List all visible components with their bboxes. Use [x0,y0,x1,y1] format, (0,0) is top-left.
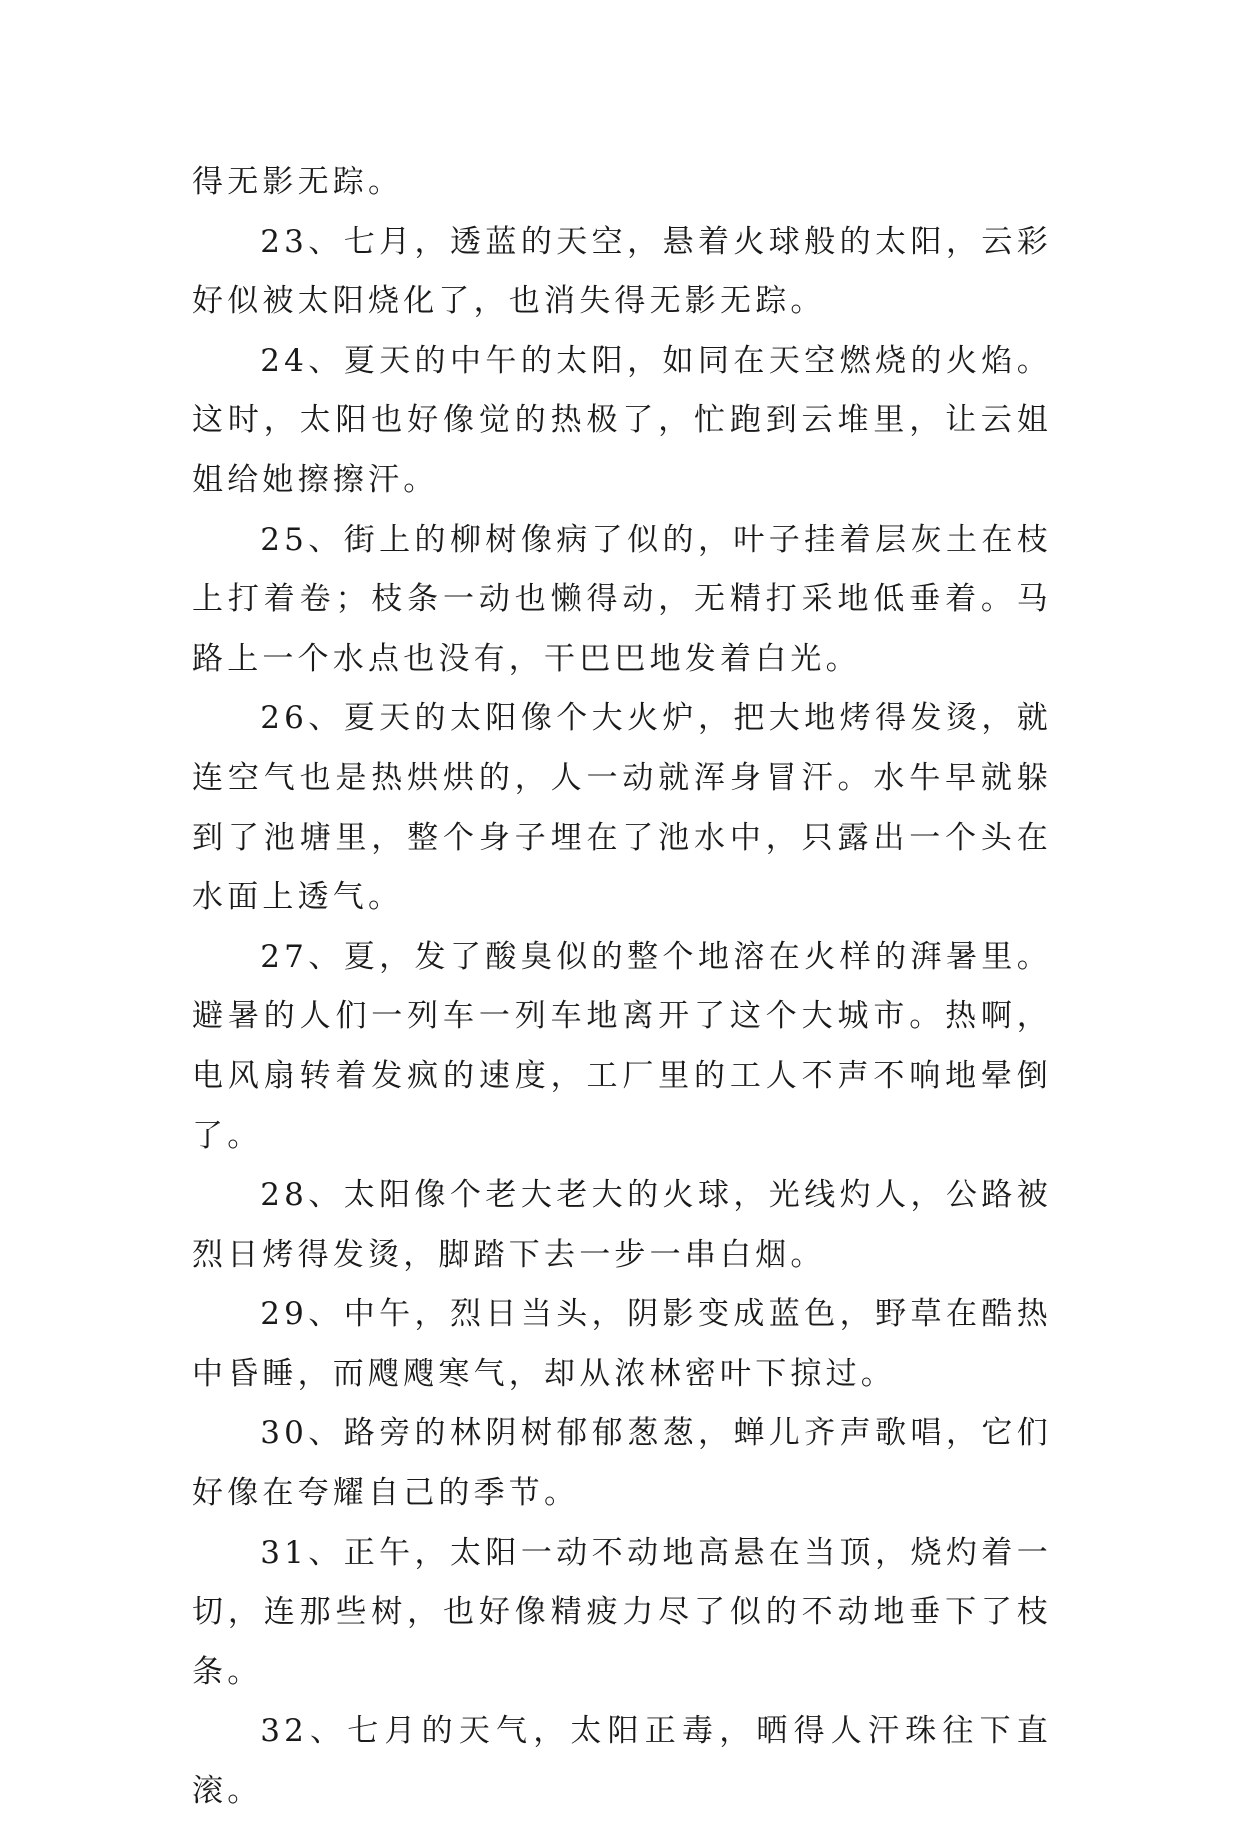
paragraph-25: 25、街上的柳树像病了似的，叶子挂着层灰土在枝上打着卷；枝条一动也懒得动，无精打采地低垂着。马路上一个水点也没有，干巴巴地发着白光。 [192,521,1052,677]
paragraph-29: 29、中午，烈日当头，阴影变成蓝色，野草在酷热中昏睡，而飕飕寒气，却从浓林密叶下掠过。 [192,1296,1052,1392]
paragraph-30: 30、路旁的林阴树郁郁葱葱，蝉儿齐声歌唱，它们好像在夸耀自己的季节。 [192,1415,1052,1512]
paragraph-31: 31、正午，太阳一动不动地高悬在当顶，烧灼着一切，连那些树，也好像精疲力尽了似的不动地垂下了枝条。 [192,1534,1052,1690]
paragraph-28: 28、太阳像个老大老大的火球，光线灼人，公路被烈日烤得发烫，脚踏下去一步一串白烟。 [192,1177,1052,1273]
paragraph-continuation: 得无影无踪。 [192,164,404,200]
paragraph-24: 24、夏天的中午的太阳，如同在天空燃烧的火焰。这时，太阳也好像觉的热极了，忙跑到云堆里，让云姐姐给她擦擦汗。 [192,342,1052,498]
paragraph-26: 26、夏天的太阳像个大火炉，把大地烤得发烫，就连空气也是热烘烘的，人一动就浑身冒汗。水牛早就躲到了池塘里，整个身子埋在了池水中，只露出一个头在水面上透气。 [192,700,1052,916]
document-body [192,153,1052,1822]
paragraph-23: 23、七月，透蓝的天空，悬着火球般的太阳，云彩好似被太阳烧化了，也消失得无影无踪。 [192,223,1052,320]
paragraph-32: 32、七月的天气，太阳正毒，晒得人汗珠往下直滚。 [192,1713,1052,1810]
paragraph-27: 27、夏，发了酸臭似的整个地溶在火样的湃暑里。避暑的人们一列车一列车地离开了这个大城市。热啊，电风扇转着发疯的速度，工厂里的工人不声不响地晕倒了。 [192,938,1052,1154]
